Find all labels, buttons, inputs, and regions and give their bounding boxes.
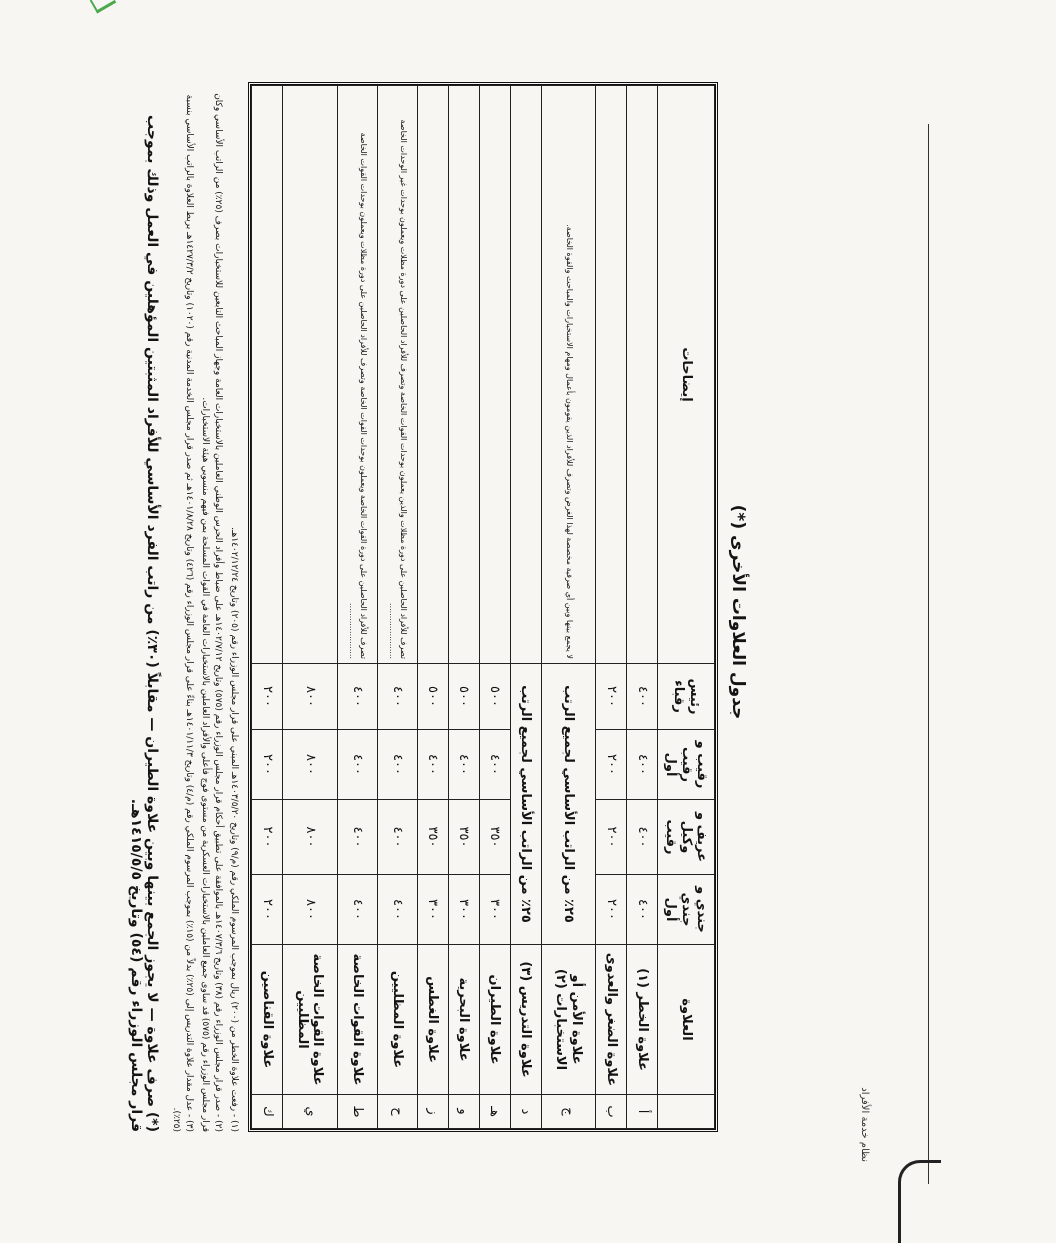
row-allowance-name: علاوة القناصين	[252, 945, 283, 1095]
table-header-row	[658, 86, 715, 1129]
row-value-private: ٢٠٠	[596, 875, 627, 945]
row-value-private: ٢٠٠	[252, 875, 283, 945]
row-remarks	[252, 86, 283, 664]
header-sergeant: رقيب و رقيب أول	[658, 730, 715, 800]
page-title: جدول العلاوات الأخرى (*)	[728, 504, 748, 720]
row-letter: ح	[377, 1095, 417, 1129]
row-merged-value: ٢٥٪ من الراتب الأساسي لجميع الرتب	[541, 664, 595, 945]
row-value-sergeant: ٤٠٠	[627, 730, 658, 800]
header-private: جندي و جندي أول	[658, 875, 715, 945]
row-letter: ز	[417, 1095, 448, 1129]
table-row	[627, 86, 658, 1129]
row-allowance-name: علاوة الضغر والعدوى	[596, 945, 627, 1095]
footnote-1: (١) - رفعت علاوة الخطر من (٢٠٠) ريال بموجب المرسوم الملكي رقم (م/٩) وتاريخ ١٤٠٣/٥/٢٠هـ المبني على قرار مجلس الوزراء رقم (٢٠٥) وتاريخ ١٤٠٢/١٢/٢٤هـ.	[229, 527, 239, 1132]
page-edge-rule	[928, 124, 929, 1184]
row-remarks: تصرف للأفراد الحاصلين على دورة القوات الخاصة ويعملون بوحدات القوات الخاصة وتصرف للأفراد الحاصلين على دورة مظلات ويعملون بوحدات القوات الخاصة ......................	[337, 86, 377, 664]
row-allowance-name: علاوة القوات الخاصة المظليين	[283, 945, 337, 1095]
row-allowance-name: علاوة التدريس (٣)	[510, 945, 541, 1095]
row-value-sergeant: ٤٠٠	[417, 730, 448, 800]
row-value-sergeant: ٢٠٠	[596, 730, 627, 800]
row-merged-value: ٢٥٪ من الراتب الأساسي لجميع الرتب	[510, 664, 541, 945]
row-value-private: ٣٠٠	[448, 875, 479, 945]
row-value-corporal: ٣٥٠	[479, 800, 510, 875]
row-value-sergeant: ٢٠٠	[252, 730, 283, 800]
row-allowance-name: علاوة الطيران	[479, 945, 510, 1095]
row-remarks: لا يجمع بينها وبين أي صرفية مخصصة لهذا الغرض وتصرف للأفراد الذين يقومون بأعمال ومهام الاستخبارات والمباحث والقوة الخاصة.	[541, 86, 595, 664]
row-letter: ط	[337, 1095, 377, 1129]
row-value-corporal: ٤٠٠	[627, 800, 658, 875]
row-allowance-name: علاوة الخطر (١)	[627, 945, 658, 1095]
row-value-chief-sergeant: ٤٠٠	[627, 664, 658, 730]
row-letter: أ	[627, 1095, 658, 1129]
row-allowance-name: علاوة الأمن أو الاستخبارات (٢)	[541, 945, 595, 1095]
row-remarks: تصرف للأفراد الحاصلين على دورة مظلات والذين يعملون بوحدات القوات الخاصة وتصرف للأفراد الحاصلين على دورة مظلات ويعملون بوحدات غير الوحدات الخاصة ......................	[377, 86, 417, 664]
row-value-chief-sergeant: ٥٠٠	[448, 664, 479, 730]
row-letter: ج	[541, 1095, 595, 1129]
row-value-sergeant: ٤٠٠	[479, 730, 510, 800]
header-remarks: إيضاحات	[658, 86, 715, 664]
general-note: (*) صرف علاوة — لا يجوز الجمع بينها وبين علاوة الطيران — مقابلاً (٣٠٪) من راتب الفرد الأساسي للأفراد المثبتين المؤهلين في العمل وذلك بموجب قرار مجلس الوزراء رقم (٥٤) وتاريخ ١٤١٥/٥/٥هـ.	[128, 115, 160, 1132]
row-remarks	[510, 86, 541, 664]
row-letter: ك	[252, 1095, 283, 1129]
row-value-corporal: ٣٥٠	[417, 800, 448, 875]
footnote-3: (٣) - عدل مقدار علاوة التدريس إلى (٢٥٪) بدلاً من (١٥٪) بموجب المرسوم الملكي رقم (م/٤) وتاريخ ١٤٠١/١١/٣هـ بناءً على قرار مجلس الوزراء رقم (٤٢٦) وتاريخ ١٤٠١/٨/٢٨هـ ثم صدر قرار مجلس الخدمة المدنية رقم (١٠٢٠) وتاريخ ١٤٢٧/٣/٢هـ بربط العلاوة بالراتب الأساسي بنسبة (٢٥٪).	[170, 94, 194, 1132]
table-row	[252, 86, 283, 1129]
row-value-corporal: ٣٥٠	[448, 800, 479, 875]
row-value-chief-sergeant: ٥٠٠	[417, 664, 448, 730]
row-remarks	[417, 86, 448, 664]
row-letter: هـ	[479, 1095, 510, 1129]
allowances-table	[251, 85, 715, 1129]
row-remarks	[627, 86, 658, 664]
header-allowance: العلاوة	[658, 945, 715, 1095]
footnote-2: (٢) - صدر قرار مجلس الوزراء رقم (٣٨) وتاريخ ١٤٠٧/٣/٦هـ بالموافقة على تطبيق أحكام قرار مجلس الوزراء رقم (٥٧٥) وتاريخ ١٤٠٢/٧/١٢هـ على ضباط وأفراد الحرس الوطني العاملين بالاستخبارات العامة وجهاز المباحث التابعين للاستخبارات بصرف (٢٥٪) من الراتب الأساسي وكان قرار مجلس الوزراء رقم (٥٧٥) قد ساوى جميع العاملين بالاستخبارات العسكرية من مستوى فوج فأعلى والأفراد العاملين بالاستخبارات العامة في القوات المسلحة بمن فيهم منسوبي هيئة الاستخبارات.	[199, 93, 223, 1132]
row-value-chief-sergeant: ٤٠٠	[377, 664, 417, 730]
row-value-chief-sergeant: ٨٠٠	[283, 664, 337, 730]
table-row	[596, 86, 627, 1129]
row-allowance-name: علاوة المظليين	[377, 945, 417, 1095]
row-remarks	[283, 86, 337, 664]
table-row	[377, 86, 417, 1129]
row-letter: ي	[283, 1095, 337, 1129]
row-remarks	[479, 86, 510, 664]
row-value-corporal: ٢٠٠	[252, 800, 283, 875]
row-value-corporal: ٨٠٠	[283, 800, 337, 875]
row-value-private: ٨٠٠	[283, 875, 337, 945]
row-value-sergeant: ٤٠٠	[377, 730, 417, 800]
row-allowance-name: علاوة القوات الخاصة	[337, 945, 377, 1095]
row-value-sergeant: ٤٠٠	[337, 730, 377, 800]
header-corporal: عريف و وكيل رقيب	[658, 800, 715, 875]
row-value-corporal: ٤٠٠	[337, 800, 377, 875]
row-value-corporal: ٢٠٠	[596, 800, 627, 875]
table-row	[541, 86, 595, 1129]
row-allowance-name: علاوة البحرية	[448, 945, 479, 1095]
row-value-chief-sergeant: ٢٠٠	[596, 664, 627, 730]
row-letter: د	[510, 1095, 541, 1129]
row-remarks	[448, 86, 479, 664]
scan-corner-mark	[90, 0, 117, 13]
row-value-private: ٣٠٠	[479, 875, 510, 945]
row-value-chief-sergeant: ٢٠٠	[252, 664, 283, 730]
table-row	[448, 86, 479, 1129]
row-value-sergeant: ٤٠٠	[448, 730, 479, 800]
binding-bracket	[898, 1160, 941, 1243]
row-letter: و	[448, 1095, 479, 1129]
row-value-chief-sergeant: ٤٠٠	[337, 664, 377, 730]
table-row	[510, 86, 541, 1129]
rotated-page	[128, 62, 928, 1162]
row-value-private: ٤٠٠	[377, 875, 417, 945]
row-value-corporal: ٤٠٠	[377, 800, 417, 875]
allowances-table-frame	[248, 82, 718, 1132]
table-row	[479, 86, 510, 1129]
row-value-private: ٤٠٠	[627, 875, 658, 945]
row-allowance-name: علاوة الغطس	[417, 945, 448, 1095]
header-chief-sergeant: رئيس رقباء	[658, 664, 715, 730]
footnotes	[166, 82, 240, 1132]
row-remarks	[596, 86, 627, 664]
row-value-sergeant: ٨٠٠	[283, 730, 337, 800]
header-letter	[658, 1095, 715, 1129]
row-letter: ب	[596, 1095, 627, 1129]
table-row	[337, 86, 377, 1129]
row-value-private: ٤٠٠	[337, 875, 377, 945]
row-value-chief-sergeant: ٥٠٠	[479, 664, 510, 730]
table-row	[283, 86, 337, 1129]
running-head: نظام خدمة الأفراد	[859, 1087, 870, 1162]
table-row	[417, 86, 448, 1129]
row-value-private: ٣٠٠	[417, 875, 448, 945]
